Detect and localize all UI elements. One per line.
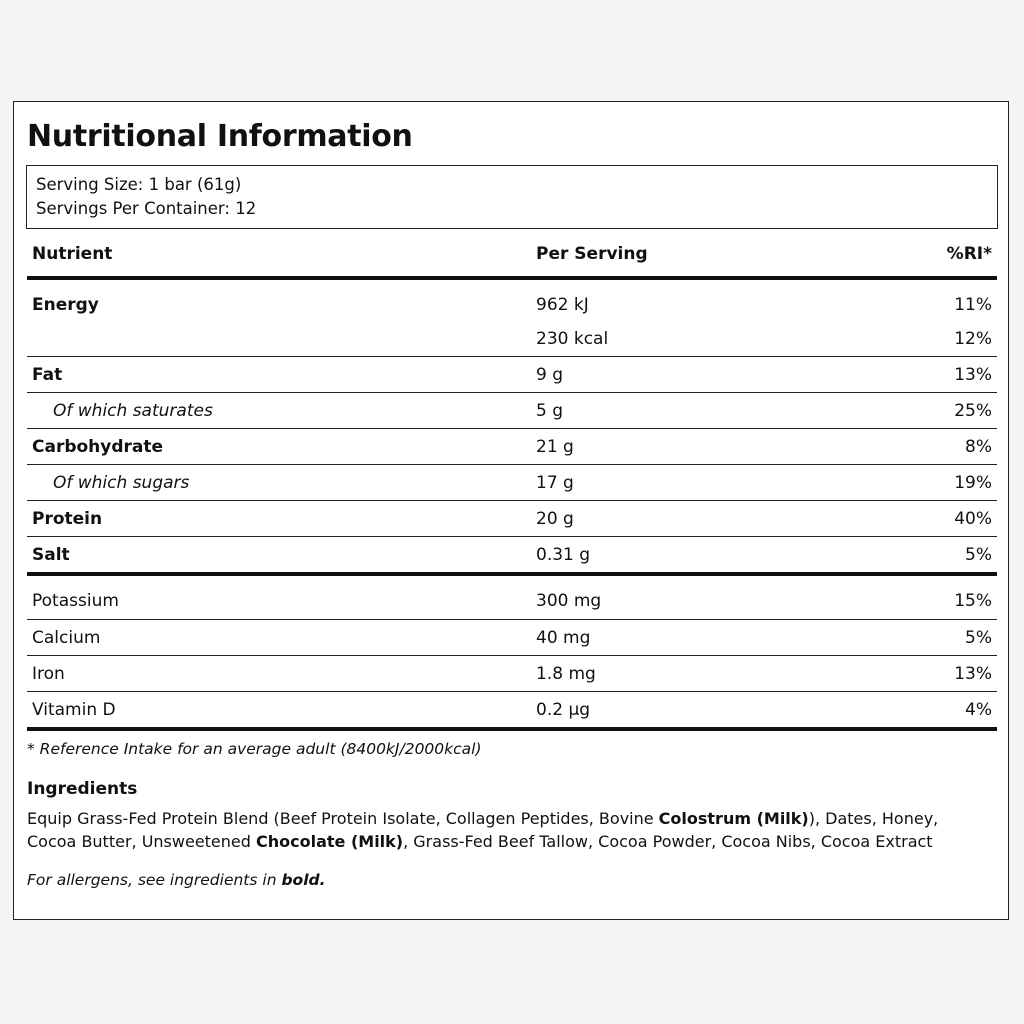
page-title: Nutritional Information (27, 119, 413, 154)
nutrient-name: Carbohydrate (27, 429, 531, 465)
table-row (27, 465, 997, 501)
nutrient-ri: 13% (841, 656, 997, 692)
allergen-ingredient: Chocolate (Milk) (256, 832, 404, 851)
ingredients-heading: Ingredients (27, 779, 138, 799)
nutrient-name: Potassium (27, 574, 531, 620)
allergen-note-text: For allergens, see ingredients in (27, 871, 282, 889)
nutrient-value: 20 g (531, 501, 841, 537)
reference-intake-footnote: * Reference Intake for an average adult (8400kJ/2000kcal) (27, 740, 482, 758)
table-header-row (27, 232, 997, 278)
nutrient-name: Fat (27, 357, 531, 393)
table-row-energy-kcal (27, 322, 997, 357)
serving-size: Serving Size: 1 bar (61g) (36, 175, 242, 194)
nutrient-ri: 11% (954, 295, 992, 315)
nutrient-ri: 13% (841, 357, 997, 393)
servings-per-container: Servings Per Container: 12 (36, 199, 257, 218)
ingredients-part: Equip Grass-Fed Protein Blend (Beef Protein Isolate, Collagen Peptides, Bovine (27, 809, 659, 828)
nutrient-ri: 5% (841, 537, 997, 575)
nutrient-name: Vitamin D (27, 692, 531, 730)
nutrient-name: Energy (32, 295, 99, 315)
nutrient-value: 1.8 mg (531, 656, 841, 692)
nutrient-name: Iron (27, 656, 531, 692)
nutrient-ri: 5% (841, 620, 997, 656)
nutrient-name: Of which sugars (27, 465, 531, 501)
nutrient-value: 9 g (531, 357, 841, 393)
nutrient-ri: 8% (841, 429, 997, 465)
nutrient-ri: 19% (841, 465, 997, 501)
table-row (27, 501, 997, 537)
nutrient-value: 962 kJ (536, 295, 589, 315)
nutrient-ri: 4% (841, 692, 997, 730)
table-row (27, 429, 997, 465)
table-row (27, 574, 997, 620)
nutrient-name: Calcium (27, 620, 531, 656)
nutrient-ri: 15% (841, 574, 997, 620)
nutrient-name: Salt (27, 537, 531, 575)
nutrient-value: 40 mg (531, 620, 841, 656)
nutrient-value: 21 g (531, 429, 841, 465)
nutrient-name: Of which saturates (27, 393, 531, 429)
nutrient-name: Protein (27, 501, 531, 537)
allergen-ingredient: Colostrum (Milk) (658, 809, 809, 828)
ingredients-part: ), Dates, Honey, Cocoa Butter, Unsweetened (27, 809, 939, 851)
header-nutrient: Nutrient (27, 232, 531, 278)
table-row (27, 537, 997, 575)
nutrient-value: 5 g (531, 393, 841, 429)
nutrient-ri: 40% (841, 501, 997, 537)
nutrient-value: 0.31 g (531, 537, 841, 575)
ingredients-part: , Grass-Fed Beef Tallow, Cocoa Powder, Cocoa Nibs, Cocoa Extract (403, 832, 933, 851)
nutrition-panel (13, 101, 1009, 920)
nutrient-value: 300 mg (531, 574, 841, 620)
table-row (27, 692, 997, 730)
allergen-note-bold: bold. (281, 871, 326, 889)
ingredients-text (27, 807, 987, 853)
table-row (27, 656, 997, 692)
nutrient-value: 230 kcal (531, 322, 841, 357)
table-row (27, 620, 997, 656)
nutrient-ri: 25% (841, 393, 997, 429)
nutrition-table (27, 232, 997, 731)
table-row (27, 393, 997, 429)
table-row-energy-kj (27, 278, 997, 322)
nutrient-value: 17 g (531, 465, 841, 501)
table-row (27, 357, 997, 393)
header-ri: %RI* (841, 232, 997, 278)
header-per-serving: Per Serving (531, 232, 841, 278)
serving-info-box (26, 165, 998, 229)
allergen-note (27, 871, 326, 889)
nutrient-ri: 12% (841, 322, 997, 357)
nutrient-value: 0.2 µg (531, 692, 841, 730)
